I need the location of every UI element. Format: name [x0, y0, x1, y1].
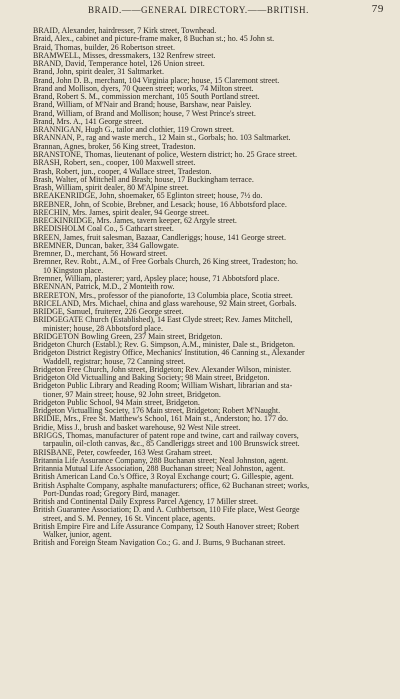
directory-entry: Bridgeton Public Library and Reading Room; William Wishart, librarian and sta-	[33, 382, 293, 391]
directory-entry: Bridgeton Free Church, John street, Bridgeton; Rev. Alexander Wilson, minister.	[33, 365, 292, 374]
directory-entry: Brand, Mrs. A., 141 George street.	[33, 117, 144, 126]
directory-entry: Brash, Robert, jun., cooper, 4 Wallace street, Tradeston.	[33, 167, 212, 176]
directory-entry: Brannan, Agnes, broker, 56 King street, Tradeston.	[33, 142, 196, 151]
directory-entry-continuation: Port-Dundas road; Gregory Bird, manager.	[43, 489, 180, 498]
directory-entry: British Asphalte Company, asphalte manufacturers; office, 62 Buchanan street; works,	[33, 481, 310, 490]
directory-entry: BREEN, James, fruit salesman, Bazaar, Candleriggs; house, 141 George street.	[33, 233, 287, 242]
directory-entry: Bremner, D., merchant, 56 Howard street.	[33, 250, 168, 259]
directory-entry-continuation: minister; house, 28 Abbotsford place.	[43, 324, 163, 333]
directory-entry: BRIDGETON Bowling Green, 237 Main street, Bridgeton.	[33, 332, 223, 341]
directory-entry: BRANNAN, P., rag and waste merch., 12 Main st., Gorbals; ho. 103 Saltmarket.	[33, 134, 291, 143]
directory-entry: BRAID, Alexander, hairdresser, 7 Kirk street, Townhead.	[33, 27, 217, 35]
directory-entry: Braid, Alex., cabinet and picture-frame maker, 8 Buchan st.; ho. 45 John st.	[33, 35, 275, 44]
directory-entry: BREMNER, Duncan, baker, 334 Gallowgate.	[33, 241, 179, 250]
directory-entry: Braid, Thomas, builder, 26 Robertson street.	[33, 43, 175, 52]
directory-entry: Bridgeton Old Victualling and Baking Society; 98 Main street, Bridgeton.	[33, 374, 270, 383]
directory-entry: BRAMWELL, Misses, dressmakers, 132 Renfrew street.	[33, 51, 216, 60]
directory-entry-continuation: 10 Kingston place.	[43, 266, 104, 275]
directory-entry: BRECHIN, Mrs. James, spirit dealer, 94 George street.	[33, 208, 209, 217]
directory-entry: BRANNIGAN, Hugh G., tailor and clothier, 119 Crown street.	[33, 126, 234, 135]
directory-entry: BRISBANE, Peter, cowfeeder, 163 West Graham street.	[33, 448, 213, 457]
directory-entry: Britannia Mutual Life Association, 288 Buchanan street; Neal Johnston, agent.	[33, 465, 285, 474]
running-title: BRAID.——GENERAL DIRECTORY.——BRITISH.	[88, 5, 309, 15]
directory-entry: Brand, William, of Brand and Mollison; house, 7 West Prince's street.	[33, 109, 256, 118]
directory-entry: BRIDIE, Mrs., Free St. Matthew's School, 161 Main st., Anderston; ho. 177 do.	[33, 415, 288, 424]
directory-entry: British Guarantee Association; D. and A. Cuthbertson, 110 Fife place, West George	[33, 506, 300, 515]
directory-entry: Brand, Robert S. M., commission merchant, 105 South Portland street.	[33, 93, 260, 102]
directory-entry: Brand, William, of M'Nair and Brand; house, Barshaw, near Paisley.	[33, 101, 252, 110]
directory-entry: Bremner, Rev. Robt., A.M., of Free Gorbals Church, 26 King street, Tradeston; ho.	[33, 258, 298, 267]
directory-entry-continuation: Walker, junior, agent.	[43, 531, 112, 540]
directory-entry-continuation: street, and S. M. Penney, 16 St. Vincent place, agents.	[43, 514, 216, 523]
directory-entry: British Empire Fire and Life Assurance Company, 12 South Hanover street; Robert	[33, 522, 300, 531]
directory-entry-continuation: tarpaulin, oil-cloth canvas, &c., 85 Candleriggs street and 100 Brunswick street.	[43, 440, 300, 449]
directory-entry: Bremner, William, plasterer; yard, Apsley place; house, 71 Abbotsford place.	[33, 274, 280, 283]
directory-entry-continuation: Waddell, registrar; house, 72 Canning street.	[43, 357, 186, 366]
directory-entry: BRIGGS, Thomas, manufacturer of patent rope and twine, cart and railway covers,	[33, 432, 299, 441]
directory-entry: Brand, John, spirit dealer, 31 Saltmarket.	[33, 68, 164, 77]
directory-entry: Brash, Walter, of Mitchell and Brash; house, 17 Buckingham terrace.	[33, 175, 254, 184]
directory-entry: Bridie, Miss J., brush and basket warehouse, 92 West Nile street.	[33, 423, 241, 432]
directory-entry: BRENNAN, Patrick, M.D., 2 Monteith row.	[33, 283, 175, 292]
directory-entry: BRICELAND, Mrs. Michael, china and glass warehouse, 92 Main street, Gorbals.	[33, 299, 297, 308]
directory-entry: Britannia Life Assurance Company, 288 Buchanan street; Neal Johnston, agent.	[33, 456, 288, 465]
directory-entry: BREBNER, John, of Scobie, Brebner, and Lesack; house, 16 Abbotsford place.	[33, 200, 287, 209]
directory-entry: BRAND, David, Temperance hotel, 126 Union street.	[33, 60, 205, 69]
directory-entry: Bridgeton Public School, 94 Main street, Bridgeton.	[33, 398, 200, 407]
directory-entry-continuation: tioner, 97 Main street; house, 92 John street, Bridgeton.	[43, 390, 221, 399]
directory-entry: Bridgeton Church (Establ.); Rev. G. Simpson, A.M., minister, Dale st., Bridgeton.	[33, 341, 296, 350]
directory-entry: Brand and Mollison, dyers, 70 Queen street; works, 74 Milton street.	[33, 84, 254, 93]
directory-entry: British and Foreign Steam Navigation Co.; G. and J. Burns, 9 Buchanan street.	[33, 539, 286, 548]
directory-entry: Bridgeton Victualling Society, 176 Main street, Bridgeton; Robert M'Naught.	[33, 407, 281, 416]
directory-entry: BRERETON, Mrs., professor of the pianoforte, 13 Columbia place, Scotia street.	[33, 291, 293, 300]
page-number: 79	[371, 3, 384, 15]
directory-entry: BRASH, Robert, sen., cooper, 100 Maxwell street.	[33, 159, 196, 168]
directory-entry: BRANSTONE, Thomas, lieutenant of police, Western district; ho. 25 Grace street.	[33, 150, 297, 159]
directory-entry: British American Land Co.'s Office, 3 Royal Exchange court; G. Gillespie, agent.	[33, 473, 294, 482]
directory-entry: BRIDGEGATE Church (Established), 14 East Clyde street; Rev. James Mitchell,	[33, 316, 293, 325]
directory-entry: BREAKENRIDGE, John, shoemaker, 65 Eglinton street; house, 7½ do.	[33, 192, 263, 201]
directory-entry: BRECKINRIDGE, Mrs. James, tavern keeper, 62 Argyle street.	[33, 217, 237, 226]
directory-entry: British and Continental Daily Express Parcel Agency, 17 Miller street.	[33, 498, 258, 507]
directory-entry: BREDISHOLM Coal Co., 5 Cathcart street.	[33, 225, 174, 234]
page-header	[33, 3, 384, 19]
directory-entry: BRIDGE, Samuel, fruiterer, 226 George street.	[33, 308, 184, 317]
directory-entry: Brash, William, spirit dealer, 80 M'Alpine street.	[33, 184, 189, 193]
directory-entries	[33, 27, 384, 548]
directory-entry: Brand, John D. B., merchant, 104 Virginia place; house, 15 Claremont street.	[33, 76, 280, 85]
directory-entry: Bridgeton District Registry Office, Mechanics' Institution, 46 Canning st., Alexander	[33, 349, 305, 358]
